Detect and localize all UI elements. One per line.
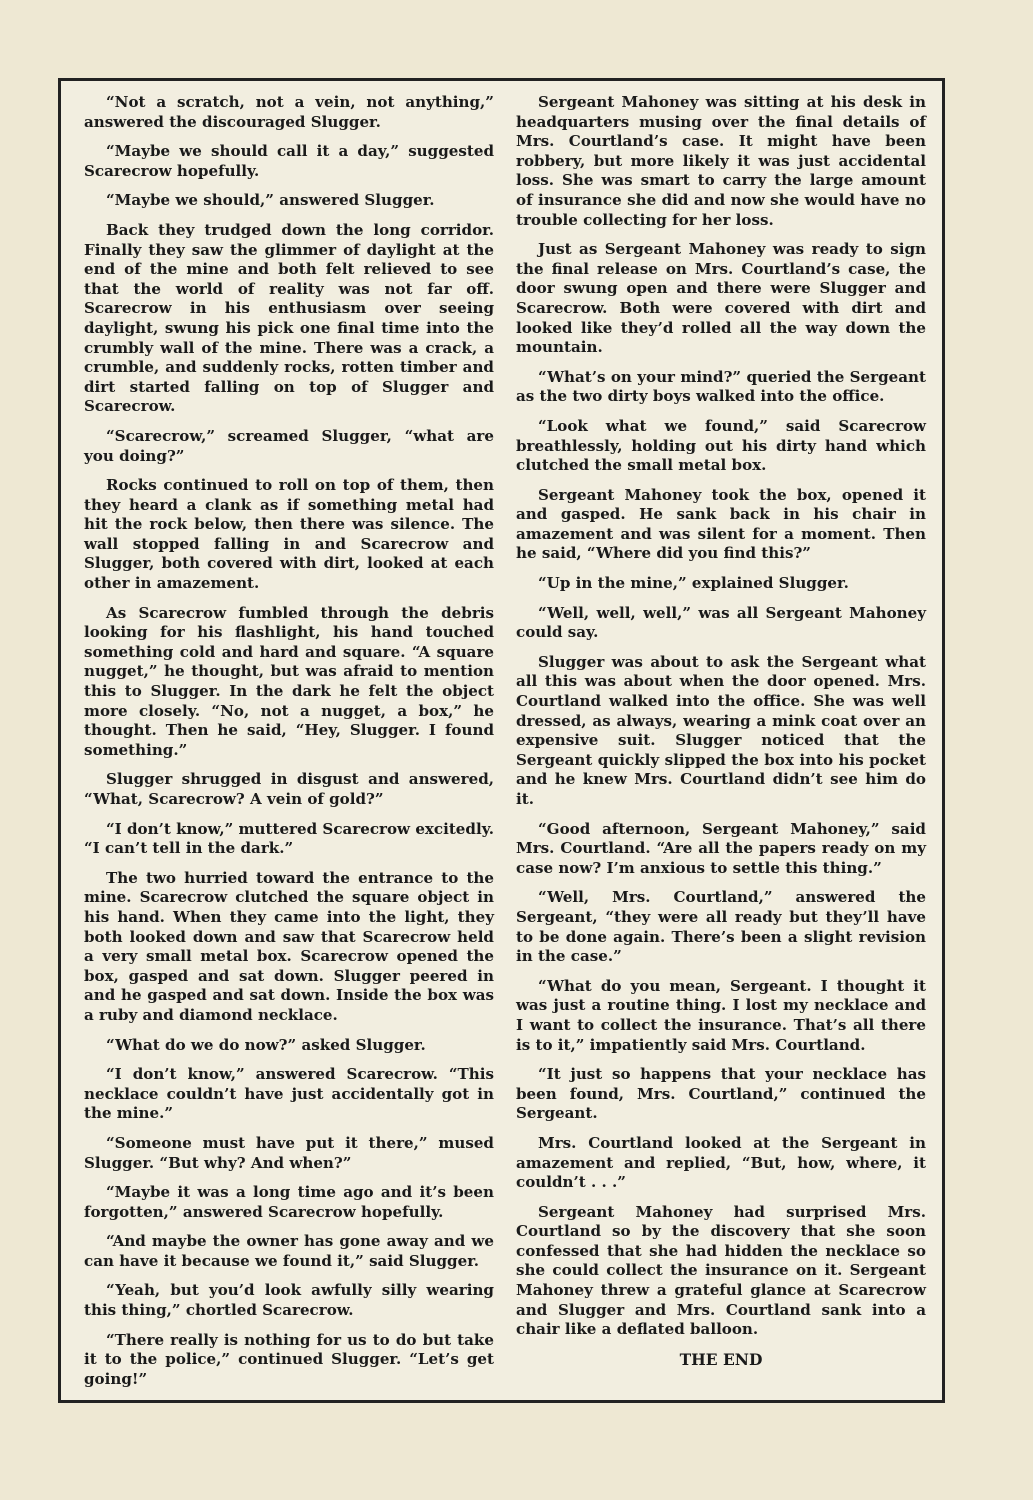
paragraph: Sergeant Mahoney was sitting at his desk in headquarters musing over the final details of Mrs. Courtland’s case. It might have been robbery, but more likely it was just accidental loss. She was smart to carry the large amount of insurance she did and now she would have no trouble collecting for her loss.: [516, 93, 926, 229]
paragraph: “Maybe we should call it a day,” suggested Scarecrow hopefully.: [84, 142, 494, 180]
paragraph: Rocks continued to roll on top of them, then they heard a clank as if something metal had hit the rock below, then there was silence. The wall stopped falling in and Scarecrow and Slugger, both covered with dirt, looked at each other in amazement.: [84, 476, 494, 593]
story-frame: [58, 78, 945, 1403]
paragraph: Sergeant Mahoney took the box, opened it and gasped. He sank back in his chair in amazement and was silent for a moment. Then he said, “Where did you find this?”: [516, 485, 926, 563]
paragraph: Back they trudged down the long corridor. Finally they saw the glimmer of daylight at the end of the mine and both felt relieved to see that the world of reality was not far off. Scarecrow in his enthusiasm over seeing daylight, swung his pick one final time into the crumbly wall of the mine. There was a crack, a crumble, and suddenly rocks, rotten timber and dirt started falling on top of Slugger and Scarecrow.: [84, 220, 494, 416]
paragraph: “Well, Mrs. Courtland,” answered the Sergeant, “they were all ready but they’ll have to be done again. There’s been a slight revision in the case.”: [516, 888, 926, 966]
paragraph: “What’s on your mind?” queried the Sergeant as the two dirty boys walked into the office.: [516, 367, 926, 406]
paragraph: As Scarecrow fumbled through the debris looking for his flashlight, his hand touched something cold and hard and square. “A square nugget,” he thought, but was afraid to mention this to Slugger. In the dark he felt the object more closely. “No, not a nugget, a box,” he thought. Then he said, “Hey, Slugger. I found something.”: [84, 603, 494, 759]
paragraph: “Well, well, well,” was all Sergeant Mahoney could say.: [516, 603, 926, 642]
paragraph: Sergeant Mahoney had surprised Mrs. Courtland so by the discovery that she soon confessed that she had hidden the necklace so she could collect the insurance on it. Sergeant Mahoney threw a grateful glance at Scarecrow and Slugger and Mrs. Courtland sank into a chair like a deflated balloon.: [516, 1202, 926, 1339]
paragraph: “I don’t know,” muttered Scarecrow excitedly. “I can’t tell in the dark.”: [84, 819, 494, 858]
paragraph: “Scarecrow,” screamed Slugger, “what are you doing?”: [84, 426, 494, 465]
paragraph: “Maybe it was a long time ago and it’s been forgotten,” answered Scarecrow hopefully.: [84, 1183, 494, 1221]
paragraph: Slugger shrugged in disgust and answered, “What, Scarecrow? A vein of gold?”: [84, 770, 494, 808]
paragraph: Just as Sergeant Mahoney was ready to sign the final release on Mrs. Courtland’s case, the door swung open and there were Slugger and Scarecrow. Both were covered with dirt and looked like they’d rolled all the way down the mountain.: [516, 240, 926, 357]
paragraph: “Not a scratch, not a vein, not anything,” answered the discouraged Slugger.: [84, 93, 494, 131]
paragraph: “Good afternoon, Sergeant Mahoney,” said Mrs. Courtland. “Are all the papers ready on my case now? I’m anxious to settle this thing.”: [516, 819, 926, 877]
paragraph: “And maybe the owner has gone away and we can have it because we found it,” said Slugger.: [84, 1232, 494, 1270]
paragraph: “Maybe we should,” answered Slugger.: [106, 191, 435, 210]
paragraph: “It just so happens that your necklace has been found, Mrs. Courtland,” continued the Sergeant.: [516, 1065, 926, 1123]
paragraph: “Look what we found,” said Scarecrow breathlessly, holding out his dirty hand which clutched the small metal box.: [516, 416, 926, 475]
paragraph: Slugger was about to ask the Sergeant what all this was about when the door opened. Mrs. Courtland walked into the office. She was well dressed, as always, wearing a mink coat over an expensive suit. Slugger noticed that the Sergeant quickly slipped the box into his pocket and he knew Mrs. Courtland didn’t see him do it.: [516, 652, 926, 808]
paragraph: “There really is nothing for us to do but take it to the police,” continued Slugger. “Let’s get going!”: [84, 1330, 494, 1388]
paragraph: “I don’t know,” answered Scarecrow. “This necklace couldn’t have just accidentally got in the mine.”: [84, 1065, 494, 1123]
paragraph: “What do we do now?” asked Slugger.: [106, 1035, 426, 1054]
paragraph: “Yeah, but you’d look awfully silly wearing this thing,” chortled Scarecrow.: [84, 1281, 494, 1320]
paragraph: “What do you mean, Sergeant. I thought it was just a routine thing. I lost my necklace and I want to collect the insurance. That’s all there is to it,” impatiently said Mrs. Courtland.: [516, 976, 926, 1054]
the-end-label: THE END: [679, 1349, 763, 1369]
paragraph: The two hurried toward the entrance to the mine. Scarecrow clutched the square object in his hand. When they came into the light, they both looked down and saw that Scarecrow held a very small metal box. Scarecrow opened the box, gasped and sat down. Slugger peered in and he gasped and sat down. Inside the box was a ruby and diamond necklace.: [84, 868, 494, 1024]
left-column: [84, 93, 494, 1399]
paragraph: “Up in the mine,” explained Slugger.: [538, 574, 849, 593]
paragraph: “Someone must have put it there,” mused Slugger. “But why? And when?”: [84, 1133, 494, 1172]
paragraph: Mrs. Courtland looked at the Sergeant in amazement and replied, “But, how, where, it couldn’t . . .”: [516, 1133, 926, 1192]
right-column: [516, 93, 926, 1379]
